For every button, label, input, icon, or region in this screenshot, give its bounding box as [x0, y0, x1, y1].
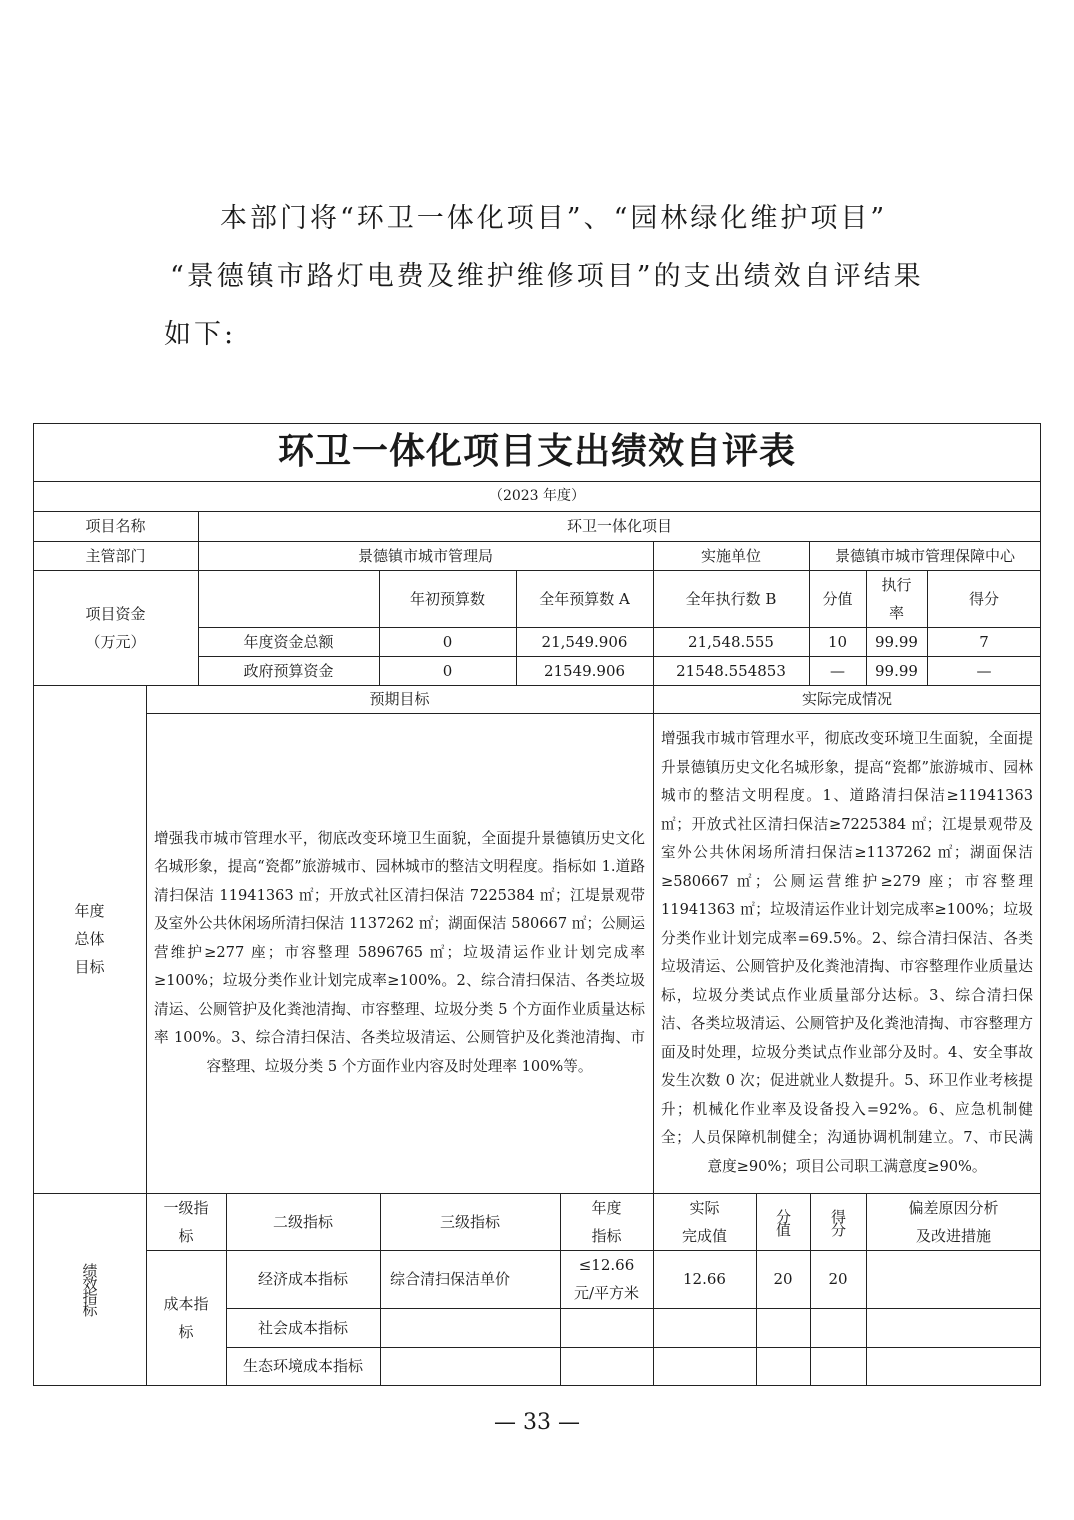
ind-row-level2: 生态环境成本指标: [242, 1357, 363, 1375]
funds-row-name: 年度资金总额: [243, 632, 334, 651]
goals-label-line2: 总体: [74, 930, 105, 948]
ind-header-score-text: 得分: [829, 1208, 847, 1235]
ind-header-level3: 三级指标: [439, 1212, 500, 1231]
ind-row-target-line2: 元/平方米: [573, 1284, 640, 1302]
funds-header-annual-a: 全年预算数 A: [539, 589, 630, 608]
ind-header-actual-line1: 实际: [689, 1198, 720, 1217]
ind-header-actual-line2: 完成值: [681, 1226, 727, 1245]
funds-row-name: 政府预算资金: [243, 661, 334, 680]
actual-completion-header: 实际完成情况: [801, 690, 892, 708]
ind-row-actual: [653, 1308, 756, 1347]
ind-row-level3: 综合清扫保洁单价: [390, 1270, 511, 1288]
funds-header-initial: 年初预算数: [409, 589, 485, 608]
funds-row-exec-b: 21,548.555: [688, 632, 774, 651]
ind-row-weight: [756, 1308, 810, 1347]
funds-label-line2: （万元）: [85, 632, 146, 651]
dept-label: 主管部门: [85, 546, 146, 565]
ind-group-cost: [146, 1250, 226, 1385]
expected-goal-header: 预期目标: [369, 690, 430, 708]
goals-label-line1: 年度: [74, 902, 105, 920]
ind-row-weight: [756, 1347, 810, 1385]
ind-row-level3: [380, 1347, 560, 1385]
actual-completion-text: 增强我市城市管理水平，彻底改变环境卫生面貌，全面提升景德镇历史文化名城形象，提高“瓷都”旅游城市、园林城市的整洁文明程度。1、道路清扫保洁≥11941363 ㎡；开放式社区清扫保洁≥7225384 ㎡；江堤景观带及室外公共休闲场所清扫保洁≥1137262 ㎡；湖面保洁≥580667 ㎡；公厕运营维护≥279 座；市容整理 11941363 ㎡；垃圾清运作业计划完成率≥100%；垃圾分类作业计划完成率=69.5%。2、综合清扫保洁、各类垃圾清运、公厕管护及化粪池清掏、市容整理作业质量达标，垃圾分类试点作业质量部分达标。3、综合清扫保洁、各类垃圾清运、公厕管护及化粪池清掏、市容整理方面及时处理，垃圾分类试点作业部分及时。4、安全事故发生次数 0 次；促进就业人数提升。5、环卫作业考核提升；机械化作业率及设备投入=92%。6、应急机制健全；人员保障机制健全；沟通协调机制建立。7、市民满意度≥90%；项目公司职工满意度≥90%。: [661, 730, 1033, 1175]
impl-label: 实施单位: [700, 546, 761, 565]
indicators-label-text: 绩效指标: [80, 1263, 99, 1315]
ind-group-cost-line1: 成本指: [163, 1294, 209, 1313]
indicators-label: [33, 1193, 146, 1385]
funds-row-weight: —: [830, 661, 845, 680]
funds-header-score: 得分: [968, 589, 999, 608]
ind-header-deviation: [866, 1193, 1041, 1250]
funds-header-rate-line2: 率: [888, 603, 904, 622]
ind-header-level1-line2: 标: [178, 1226, 194, 1245]
ind-row-score: 20: [828, 1270, 848, 1288]
funds-header-exec-b: 全年执行数 B: [685, 589, 777, 608]
ind-row-level2: 社会成本指标: [257, 1318, 348, 1337]
ind-row-target: [560, 1347, 653, 1385]
expected-goal-text-cell: [146, 713, 653, 1193]
dept-value: 景德镇市城市管理局: [357, 546, 493, 565]
funds-row-annual-a: 21,549.906: [541, 632, 628, 651]
ind-header-target-line2: 指标: [591, 1226, 622, 1245]
funds-row-initial: 0: [442, 632, 453, 651]
funds-row-rate: 99.99: [875, 632, 918, 651]
funds-row-rate: 99.99: [875, 661, 918, 680]
ind-header-weight-text: 分值: [774, 1208, 792, 1235]
ind-header-deviation-line1: 偏差原因分析: [908, 1198, 999, 1217]
ind-header-level1: [146, 1193, 226, 1250]
funds-header-rate-line1: 执行: [881, 575, 912, 594]
ind-header-weight: [756, 1193, 810, 1250]
ind-row-score: [810, 1347, 866, 1385]
expected-goal-text: 增强我市城市管理水平，彻底改变环境卫生面貌，全面提升景德镇历史文化名城形象，提高“瓷都”旅游城市、园林城市的整洁文明程度。指标如 1.道路清扫保洁 11941363 ㎡；开放式社区清扫保洁 7225384 ㎡；江堤景观带及室外公共休闲场所清扫保洁 1137262 ㎡；湖面保洁 580667 ㎡；公厕运营维护≥277 座；市容整理 5896765 ㎡；垃圾清运作业计划完成率≥100%；垃圾分类作业计划完成率≥100%。2、综合清扫保洁、各类垃圾清运、公厕管护及化粪池清掏、市容整理、垃圾分类 5 个方面作业质量达标率 100%。3、综合清扫保洁、各类垃圾清运、公厕管护及化粪池清掏、市容整理、垃圾分类 5 个方面作业内容及时处理率 100%等。: [154, 829, 645, 1075]
funds-label: [33, 570, 198, 685]
funds-row-weight: 10: [827, 632, 848, 651]
impl-value: 景德镇市城市管理保障中心: [834, 546, 1015, 565]
ind-row-target: [560, 1308, 653, 1347]
ind-header-deviation-line2: 及改进措施: [915, 1226, 991, 1245]
ind-row-actual: [653, 1347, 756, 1385]
ind-row-deviation: [866, 1347, 1041, 1385]
funds-row-initial: 0: [442, 661, 453, 680]
funds-row-annual-a: 21549.906: [543, 661, 626, 680]
ind-header-target: [560, 1193, 653, 1250]
project-name-label: 项目名称: [85, 517, 146, 535]
ind-header-score: [810, 1193, 866, 1250]
ind-row-level2: 经济成本指标: [257, 1270, 348, 1288]
table-title: 环卫一体化项目支出绩效自评表: [277, 431, 796, 472]
intro-line-2: “景德镇市路灯电费及维护维修项目”的支出绩效自评结果: [170, 261, 924, 292]
funds-row-exec-b: 21548.554853: [676, 661, 786, 680]
ind-row-deviation: [866, 1308, 1041, 1347]
ind-row-actual: 12.66: [683, 1270, 726, 1288]
intro-line-1: 本部门将“环卫一体化项目”、“园林绿化维护项目”: [220, 203, 888, 234]
table-year: （2023 年度）: [488, 488, 586, 504]
funds-header-rate: [866, 570, 927, 627]
ind-row-target-line1: ≤12.66: [578, 1256, 635, 1274]
ind-row-deviation: [866, 1250, 1041, 1308]
ind-header-level2: 二级指标: [272, 1212, 333, 1231]
ind-row-target: [560, 1250, 653, 1308]
ind-header-actual: [653, 1193, 756, 1250]
actual-completion-text-cell: [653, 713, 1041, 1193]
goals-label: [33, 685, 146, 1193]
intro-line-3: 如下:: [164, 319, 237, 350]
funds-row-score: —: [976, 661, 992, 680]
ind-header-target-line1: 年度: [591, 1198, 622, 1217]
ind-group-cost-line2: 标: [178, 1322, 194, 1341]
ind-header-level1-line1: 一级指: [163, 1198, 209, 1217]
ind-row-level3: [380, 1308, 560, 1347]
project-name-value: 环卫一体化项目: [566, 517, 672, 535]
funds-row-score: 7: [979, 632, 989, 651]
goals-label-line3: 目标: [74, 958, 105, 976]
ind-row-score: [810, 1308, 866, 1347]
funds-header-blank: [198, 570, 379, 627]
ind-row-weight: 20: [773, 1270, 793, 1288]
funds-header-weight: 分值: [822, 589, 853, 608]
funds-label-line1: 项目资金: [85, 604, 146, 623]
page-number: — 33 —: [494, 1410, 580, 1435]
